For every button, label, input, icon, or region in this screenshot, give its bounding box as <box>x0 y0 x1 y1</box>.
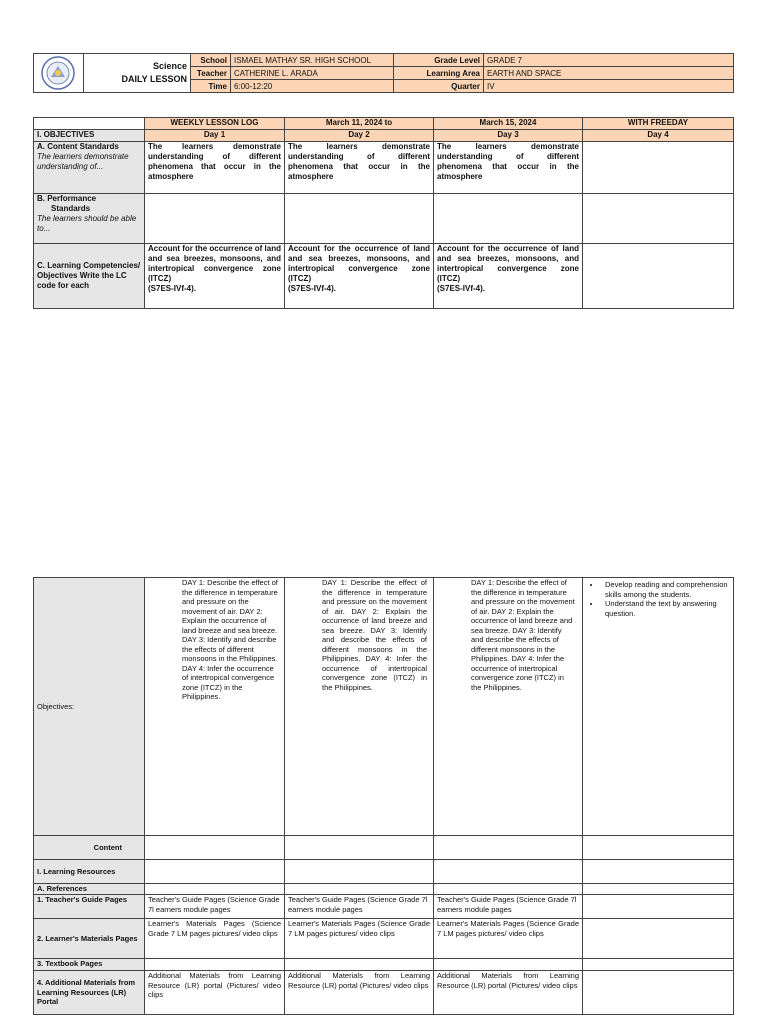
competencies-text: Account for the occurrence of land and sea breezes, monsoons, and intertropical convergence zone (ITCZ) <box>437 244 579 283</box>
competencies-code: (S7ES-IVf-4). <box>437 284 486 293</box>
competencies-label-text: C. Learning Competencies/ Objectives Write the LC code for each <box>37 261 141 290</box>
day-3-header: Day 3 <box>434 130 583 142</box>
school-label: School <box>191 54 231 67</box>
teachers-guide-label: 1. Teacher's Guide Pages <box>34 895 145 919</box>
school-value: ISMAEL MATHAY SR. HIGH SCHOOL <box>231 54 394 67</box>
objectives-heading: I. OBJECTIVES <box>34 130 145 142</box>
date-start-header: March 11, 2024 to <box>285 118 434 130</box>
learning-resources-day2 <box>285 860 434 884</box>
content-day1 <box>145 836 285 860</box>
grade-level-value: GRADE 7 <box>484 54 734 67</box>
content-day3 <box>434 836 583 860</box>
additional-materials-day1: Additional Materials from Learning Resource (LR) portal (Pictures/ video clips <box>145 971 285 1015</box>
objectives-day3: DAY 1: Describe the effect of the difference in temperature and pressure on the movement of air. DAY 2: Explain the occurrence of land breeze and sea breeze. DAY 3: Identify and describe the effects of different monsoons in the Philippines. DAY 4: Infer the occurrence of intertropical convergence zone (ITCZ) in the Philippines. <box>434 578 583 836</box>
content-standards-day3: The learners demonstrate understanding of different phenomena that occur in the atmosphere <box>434 142 583 194</box>
learners-materials-day4 <box>583 919 734 959</box>
content-label-text: Content <box>93 842 122 852</box>
content-label <box>34 836 145 860</box>
performance-standards-label: B. Performance <box>37 194 97 203</box>
day4-bullet-list <box>587 580 729 618</box>
competencies-text: Account for the occurrence of land and sea breezes, monsoons, and intertropical convergence zone (ITCZ) <box>288 244 430 283</box>
teacher-value: CATHERINE L. ARADA <box>231 67 394 80</box>
objectives-day2: DAY 1: Describe the effect of the difference in temperature and pressure on the movement of air. DAY 2: Explain the occurrence of land breeze and sea breeze. DAY 3: Identify and describe the effects of different monsoons in the Philippines. DAY 4: Infer the occurrence of intertropical convergence zone (ITCZ) in the Philippines. <box>285 578 434 836</box>
references-day3 <box>434 884 583 895</box>
additional-materials-day3: Additional Materials from Learning Resource (LR) portal (Pictures/ video clips <box>434 971 583 1015</box>
objectives-day4 <box>583 578 734 836</box>
content-standards-label-cell <box>34 142 145 194</box>
textbook-pages-label: 3. Textbook Pages <box>34 959 145 971</box>
performance-standards-sub: The learners should be able to... <box>37 214 137 233</box>
content-standards-sub: The learners demonstrate understanding of... <box>37 152 129 171</box>
performance-standards-day1 <box>145 194 285 244</box>
day-2-header: Day 2 <box>285 130 434 142</box>
performance-standards-day2 <box>285 194 434 244</box>
additional-materials-day2: Additional Materials from Learning Resource (LR) portal (Pictures/ video clips <box>285 971 434 1015</box>
quarter-label: Quarter <box>394 80 484 93</box>
performance-standards-day3 <box>434 194 583 244</box>
header-title-cell <box>84 54 191 93</box>
day4-bullet-2: • Understand the text by answering question. <box>601 599 729 618</box>
textbook-day2 <box>285 959 434 971</box>
textbook-day4 <box>583 959 734 971</box>
performance-standards-day4 <box>583 194 734 244</box>
teachers-guide-day2: Teacher's Guide Pages (Science Grade 7l earners module pages <box>285 895 434 919</box>
grade-level-label: Grade Level <box>394 54 484 67</box>
learning-resources-day3 <box>434 860 583 884</box>
textbook-day3 <box>434 959 583 971</box>
content-standards-day4 <box>583 142 734 194</box>
competencies-day4 <box>583 244 734 309</box>
references-day2 <box>285 884 434 895</box>
weekly-log-header: WEEKLY LESSON LOG <box>145 118 285 130</box>
content-standards-day2: The learners demonstrate understanding of different phenomena that occur in the atmosphere <box>285 142 434 194</box>
competencies-text: Account for the occurrence of land and sea breezes, monsoons, and intertropical convergence zone (ITCZ) <box>148 244 281 283</box>
time-label: Time <box>191 80 231 93</box>
references-day4 <box>583 884 734 895</box>
competencies-day2 <box>285 244 434 309</box>
references-label: A. References <box>34 884 145 895</box>
day4-bullet-1: • Develop reading and comprehension skills among the students. <box>601 580 729 599</box>
learning-area-value: EARTH AND SPACE <box>484 67 734 80</box>
competencies-code: (S7ES-IVf-4). <box>148 284 197 293</box>
learners-materials-day3: Learner's Materials Pages (Science Grade 7 LM pages pictures/ video clips <box>434 919 583 959</box>
additional-materials-day4 <box>583 971 734 1015</box>
references-day1 <box>145 884 285 895</box>
performance-standards-label-cell <box>34 194 145 244</box>
day-1-header: Day 1 <box>145 130 285 142</box>
learning-area-label: Learning Area <box>394 67 484 80</box>
content-day2 <box>285 836 434 860</box>
deped-seal-logo <box>34 54 84 93</box>
teacher-label: Teacher <box>191 67 231 80</box>
learners-materials-day1: Learner's Materials Pages (Science Grade 7 LM pages pictures/ video clips <box>145 919 285 959</box>
content-day4 <box>583 836 734 860</box>
teachers-guide-day3: Teacher's Guide Pages (Science Grade 7l earners module pages <box>434 895 583 919</box>
learning-resources-label: I. Learning Resources <box>34 860 145 884</box>
competencies-day3 <box>434 244 583 309</box>
teachers-guide-day4 <box>583 895 734 919</box>
learners-materials-day2: Learner's Materials Pages (Science Grade 7 LM pages pictures/ video clips <box>285 919 434 959</box>
time-value: 6:00-12:20 <box>231 80 394 93</box>
date-end-header: March 15, 2024 <box>434 118 583 130</box>
quarter-value: IV <box>484 80 734 93</box>
blank-corner <box>34 118 145 130</box>
objectives-day1: DAY 1: Describe the effect of the difference in temperature and pressure on the movement of air. DAY 2: Explain the occurrence of land breeze and sea breeze. DAY 3: Identify and describe the effects of different monsoons in the Philippines. DAY 4: Infer the occurrence of intertropical convergence zone (ITCZ) in the Philippines. <box>145 578 285 836</box>
competencies-label <box>34 244 145 309</box>
competencies-day1 <box>145 244 285 309</box>
learning-resources-day1 <box>145 860 285 884</box>
objectives-resources-table <box>33 577 734 1015</box>
additional-materials-label: 4. Additional Materials from Learning Resources (LR) Portal <box>34 971 145 1015</box>
freeday-header: WITH FREEDAY <box>583 118 734 130</box>
learning-resources-day4 <box>583 860 734 884</box>
performance-standards-label-2: Standards <box>51 204 91 213</box>
competencies-code: (S7ES-IVf-4). <box>288 284 337 293</box>
content-standards-label: A. Content Standards <box>37 142 119 151</box>
objectives-label: Objectives: <box>34 578 145 836</box>
header-table <box>33 53 734 93</box>
teachers-guide-day1: Teacher's Guide Pages (Science Grade 7l earners module pages <box>145 895 285 919</box>
daily-lesson-label: DAILY LESSON <box>121 74 187 84</box>
content-standards-day1: The learners demonstrate understanding of different phenomena that occur in the atmosphere <box>145 142 285 194</box>
learners-materials-label: 2. Learner's Materials Pages <box>34 919 145 959</box>
subject-label: Science <box>152 61 187 71</box>
weekly-log-table <box>33 117 734 309</box>
textbook-day1 <box>145 959 285 971</box>
day-4-header: Day 4 <box>583 130 734 142</box>
